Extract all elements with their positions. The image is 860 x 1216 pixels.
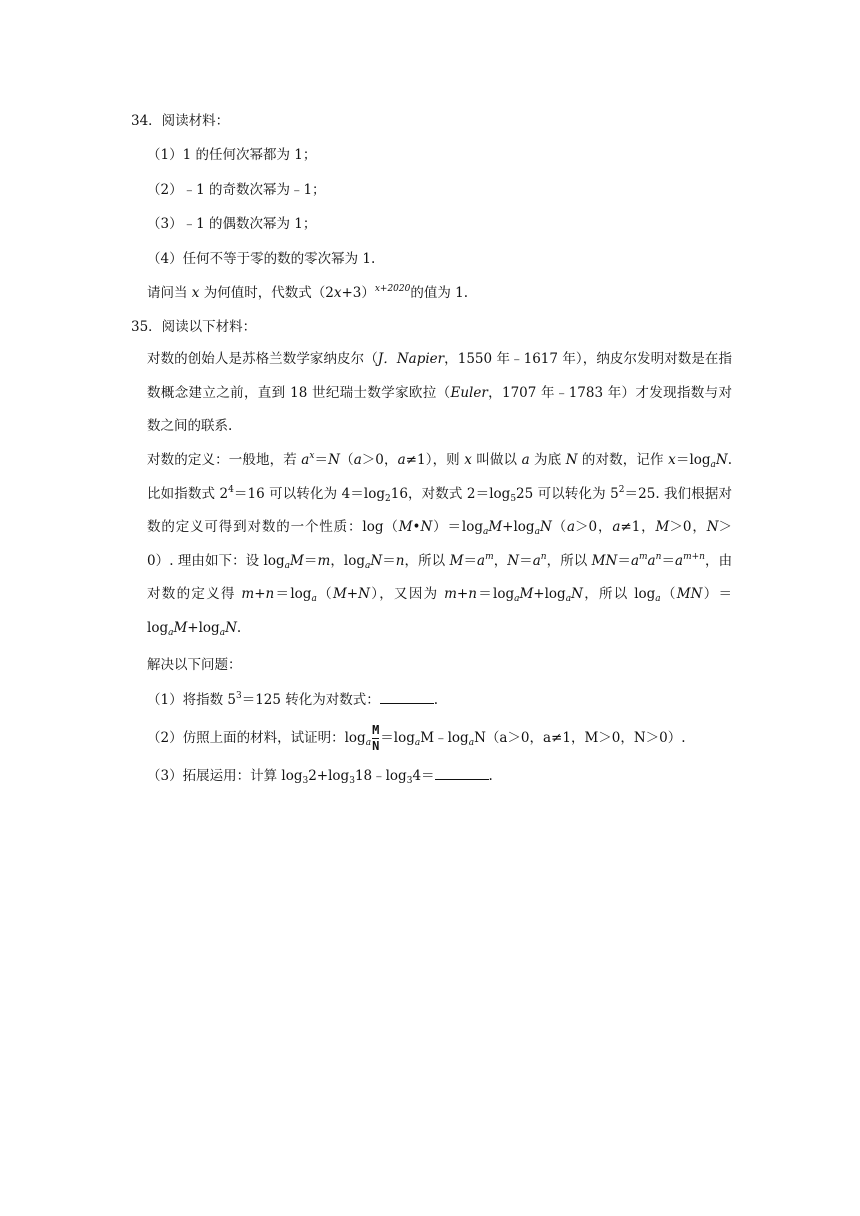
q35-sub-question-2: （2）仿照上面的材料，试证明：$\log_a$ $\frac{M}{N}$ $=\log_aM﹣\log_aN(a>0$，a≠1，M＞0，N＞0）. (147, 723, 686, 753)
m-over-n-fraction: $\frac{M}{N}$ (372, 723, 380, 753)
q35-definition-paragraph: 对数的定义：一般地，若 $a^x=N(a>0$，a≠1），则 x 叫做以 a 为底 N 的对数，记作 $x=\log_aN$. 比如指数式 $2^4=16$ 可以转化为 $4=\log_216$，对数式 $2=\log_525$ 可以转化为 $5^2=25$. 我们根据对数的定义可得到对数的一个性质：$\log(M•N)=\log_aM+\log_aN(a>0$，a≠1，M＞0，N＞0）. 理由如下：设 $\log_aM=m$，$\log_aN=n$，所以 $M=a^m$，$N=a^n$，所以 $MN=a^ma^n=a^{m+n}$，由对数的定义得 $m+n=\log_a(M+N)$，又因为 $m+n=\log_aM+\log_aN$，所以 $\log_a(MN)=\log_aM+\log_aN$. (147, 451, 733, 638)
answer-blank-3[interactable] (435, 765, 489, 780)
q34-item-3: （3）﹣1 的偶数次幂为 1； (147, 216, 317, 232)
q35-intro-paragraph: 对数的创始人是苏格兰数学家纳皮尔（J．Napier，1550 年﹣1617 年），纳皮尔发明对数是在指数概念建立之前，直到 18 世纪瑞士数学家欧拉（Euler，1707 年﹣1783 年）才发现指数与对数之间的联系. (147, 351, 733, 434)
q35-solve-label: 解决以下问题： (147, 657, 242, 673)
q34-item-4: （4）任何不等于零的数的零次幂为 1. (147, 251, 376, 267)
q35-sub-question-3: （3）拓展运用：计算 $\log_32+\log_318﹣\log_34=$ . (147, 765, 493, 786)
q34-item-2: （2）﹣1 的奇数次幂为﹣1； (147, 182, 326, 198)
q35-sub-question-1: （1）将指数 $5^3=125$ 转化为对数式： . (147, 691, 439, 708)
question-35-title: 35．阅读以下材料： (131, 319, 257, 335)
answer-blank-1[interactable] (380, 689, 434, 704)
q34-item-1: （1）1 的任何次幂都为 1； (147, 147, 317, 163)
question-34-title: 34．阅读材料： (131, 113, 230, 129)
q34-question: 请问当 x 为何值时，代数式$(2x+3)^{x+2020}$的值为 1. (147, 284, 469, 301)
